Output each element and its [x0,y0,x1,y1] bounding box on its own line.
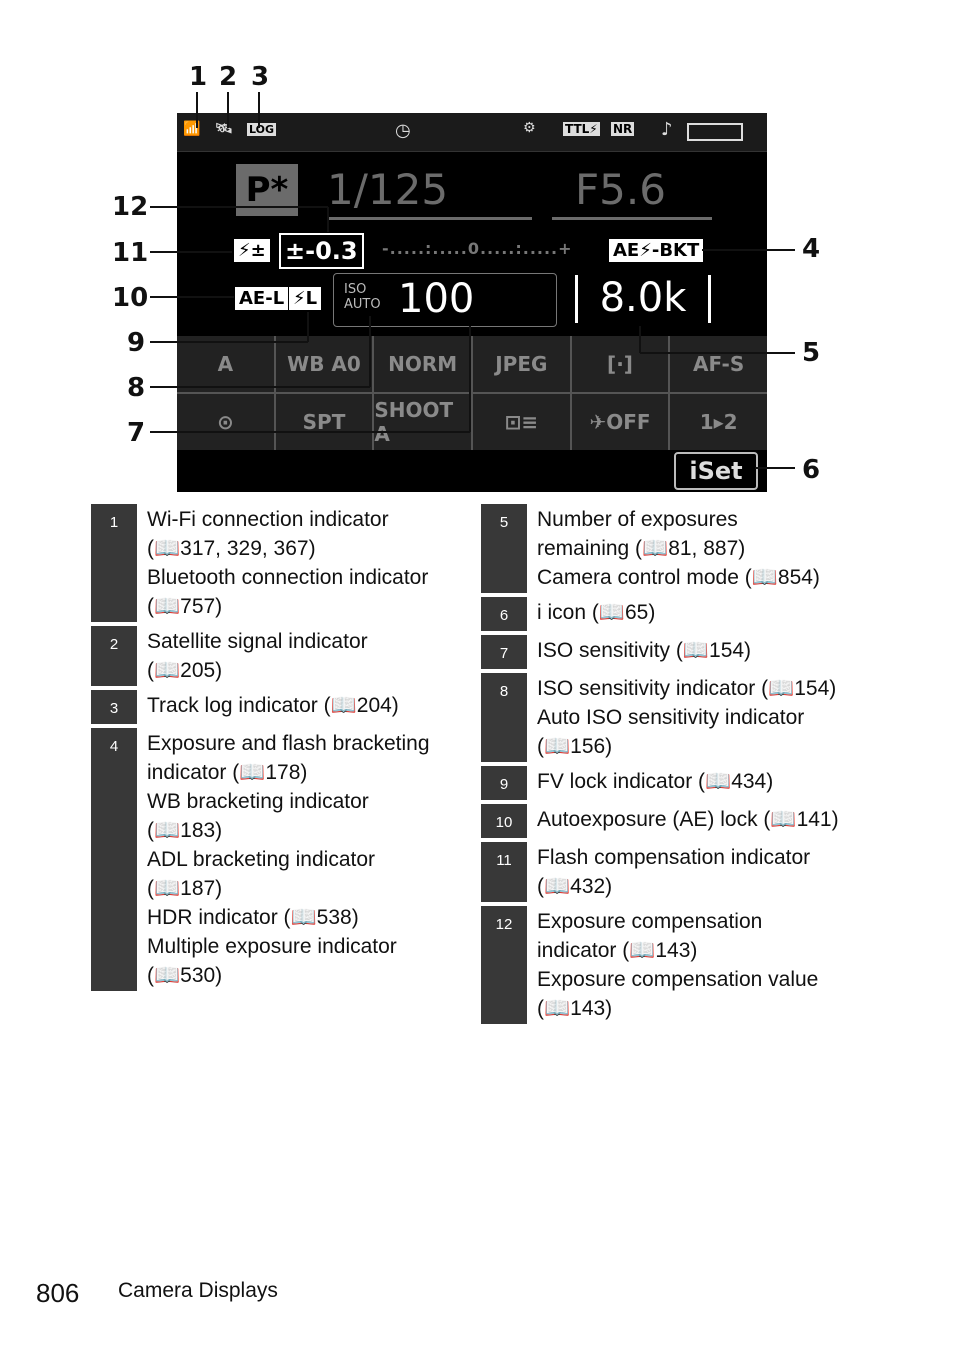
key-row [481,635,840,669]
shooting-mode: P* [236,164,298,216]
key-number: 7 [481,635,527,669]
key-right-column [481,500,861,1028]
key-line: remaining (📖81, 887) [537,537,746,560]
beep-icon: ♪ [661,119,673,140]
iso-sensitivity: 100 [398,276,475,322]
key-line: (📖757) [147,595,223,618]
image-size-cell: JPEG [473,336,570,392]
key-description [137,728,431,991]
picture-control-cell: A [177,336,274,392]
key-number: 8 [481,673,527,762]
key-number: 10 [481,804,527,838]
key-line: WB bracketing indicator [147,790,369,813]
key-line: ISO sensitivity (📖154) [537,639,752,662]
key-line: Auto ISO sensitivity indicator [537,706,805,729]
key-line: HDR indicator (📖538) [147,906,359,929]
key-description [527,504,840,593]
key-row [481,804,840,838]
key-line: (📖183) [147,819,223,842]
key-description [137,690,431,724]
key-line: (📖205) [147,659,223,682]
key-number: 1 [91,504,137,622]
key-row [481,673,840,762]
custom-settings-cell: ⊡≡ [473,394,570,450]
exposure-compensation-value: ±-0.3 [279,233,364,269]
key-description [527,673,840,762]
shooting-menu-bank-cell: SHOOT A [374,394,471,450]
key-line: (📖317, 329, 367) [147,537,316,560]
key-description [527,804,840,838]
key-row [91,504,431,622]
key-line: indicator (📖178) [147,761,308,784]
ae-lock-indicator: AE-L [235,287,288,310]
aperture: F5.6 [575,165,666,214]
key-line: Track log indicator (📖204) [147,694,399,717]
clock-icon: ◷ [395,120,411,141]
key-row [91,626,431,686]
key-number: 6 [481,597,527,631]
key-line: (📖530) [147,964,223,987]
key-description [527,766,840,800]
key-line: Exposure and flash bracketing [147,732,430,755]
key-row [91,690,431,724]
callout-3: 3 [251,62,270,92]
key-description [527,597,840,631]
key-row [481,597,840,631]
key-description [527,906,840,1024]
airplane-mode-cell: ✈OFF [572,394,669,450]
callout-12: 12 [112,192,149,222]
section-title: Camera Displays [118,1279,278,1302]
vibration-reduction-cell: SPT [276,394,373,450]
key-number: 2 [91,626,137,686]
key-line: (📖143) [537,997,613,1020]
key-line: Multiple exposure indicator [147,935,397,958]
key-left-column [91,500,466,995]
key-line: FV lock indicator (📖434) [537,770,774,793]
flash-compensation-indicator: ⚡± [234,239,270,262]
key-line: indicator (📖143) [537,939,698,962]
focus-mode-cell: AF-S [670,336,767,392]
key-line: Exposure compensation value [537,968,819,991]
callout-10: 10 [112,283,149,313]
key-table-left [91,500,431,995]
key-row [481,766,840,800]
white-balance-cell: WB A0 [276,336,373,392]
page-number: 806 [36,1278,80,1308]
callout-1: 1 [189,62,208,92]
key-number: 3 [91,690,137,724]
key-line: ADL bracketing indicator [147,848,376,871]
track-log-icon: LOG [249,123,274,136]
key-number: 11 [481,842,527,902]
key-description [527,842,840,902]
callout-2: 2 [219,62,238,92]
key-description [527,635,840,669]
key-line: i icon (📖65) [537,601,656,624]
key-line: (📖432) [537,875,613,898]
key-line: Flash compensation indicator [537,846,811,869]
wifi-icon: 📶 [183,121,201,137]
callout-6: 6 [802,455,821,485]
iso-auto-indicator: ISO AUTO [344,282,381,312]
key-row [481,504,840,593]
fv-lock-indicator: ⚡L [289,287,321,310]
leader-lines [0,0,954,500]
key-description [137,504,431,622]
satellite-icon: 🛰 [215,121,233,137]
key-line: ISO sensitivity indicator (📖154) [537,677,837,700]
exposures-remaining: 8.0k [575,275,711,323]
key-number: 4 [91,728,137,991]
image-quality-cell: NORM [374,336,471,392]
key-number: 9 [481,766,527,800]
key-line: (📖187) [147,877,223,900]
i-button-icon: iSet [674,452,758,490]
bracketing-indicator: AE⚡-BKT [609,239,703,262]
card-slot-cell: 1▸2 [670,394,767,450]
key-number: 12 [481,906,527,1024]
callout-7: 7 [127,418,146,448]
key-line: Bluetooth connection indicator [147,566,429,589]
callout-5: 5 [802,338,821,368]
key-line: Wi-Fi connection indicator [147,508,389,531]
callout-9: 9 [127,328,146,358]
key-line: Autoexposure (AE) lock (📖141) [537,808,839,831]
callout-11: 11 [112,238,149,268]
key-line: Camera control mode (📖854) [537,566,820,589]
metering-cell: ⊙ [177,394,274,450]
key-row [481,842,840,902]
key-row [91,728,431,991]
key-line: (📖156) [537,735,613,758]
shutter-speed: 1/125 [327,165,449,214]
key-number: 5 [481,504,527,593]
key-line: Exposure compensation [537,910,763,933]
camera-control-icon: ⚙ [523,120,536,136]
key-row [481,906,840,1024]
key-table-right [481,500,840,1028]
exposure-indicator: -.....:.....0.....:.....+ [382,239,573,258]
key-description [137,626,431,686]
noise-reduction-icon: NR [613,122,633,136]
callout-8: 8 [127,373,146,403]
af-area-cell: [·] [572,336,669,392]
key-line: Number of exposures [537,508,738,531]
key-line: Satellite signal indicator [147,630,368,653]
ttl-icon: TTL⚡ [565,122,598,136]
callout-4: 4 [802,234,821,264]
